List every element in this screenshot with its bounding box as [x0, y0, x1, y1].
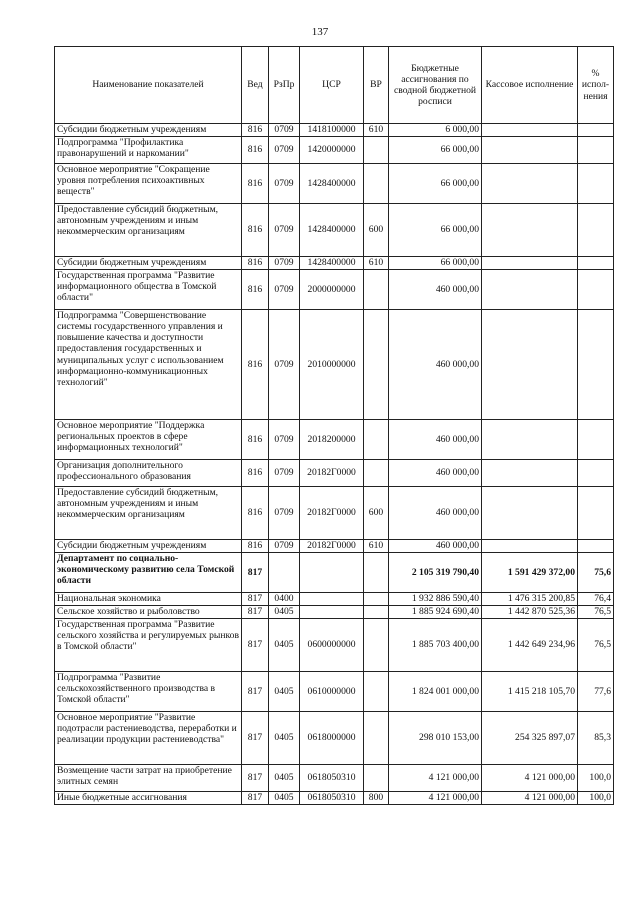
row-name: Организация дополнительного профессионального образования: [55, 460, 242, 487]
row-assignments: 4 121 000,00: [389, 765, 482, 792]
row-name: Государственная программа "Развитие информационного общества в Томской области": [55, 270, 242, 310]
header-rzpr: РзПр: [269, 47, 300, 124]
row-execution: [482, 487, 578, 540]
row-ved: 816: [242, 270, 269, 310]
table-header: [55, 47, 614, 124]
header-csr: ЦСР: [300, 47, 364, 124]
header-assignments: Бюджетные ассигнования по сводной бюджетной росписи: [389, 47, 482, 124]
table-row: [55, 137, 614, 164]
row-percent: [578, 310, 614, 420]
table-row: [55, 460, 614, 487]
table-row: [55, 310, 614, 420]
table-row: [55, 712, 614, 765]
row-assignments: 2 105 319 790,40: [389, 553, 482, 593]
row-vr: [364, 765, 389, 792]
row-name: Основное мероприятие "Сокращение уровня потребления психоактивных веществ": [55, 164, 242, 204]
row-percent: [578, 487, 614, 540]
row-percent: [578, 164, 614, 204]
row-ved: 817: [242, 712, 269, 765]
row-vr: [364, 619, 389, 672]
row-csr: 1428400000: [300, 164, 364, 204]
row-ved: 816: [242, 487, 269, 540]
row-percent: 100,0: [578, 792, 614, 805]
row-rzpr: [269, 553, 300, 593]
row-execution: 1 591 429 372,00: [482, 553, 578, 593]
table-row: [55, 124, 614, 137]
row-assignments: 1 932 886 590,40: [389, 593, 482, 606]
table-row: [55, 672, 614, 712]
row-csr: 0618050310: [300, 765, 364, 792]
row-rzpr: 0709: [269, 204, 300, 257]
row-rzpr: 0405: [269, 606, 300, 619]
row-vr: [364, 712, 389, 765]
row-name: Подпрограмма "Профилактика правонарушений и наркомании": [55, 137, 242, 164]
row-rzpr: 0405: [269, 712, 300, 765]
row-name: Предоставление субсидий бюджетным, автономным учреждениям и иным некоммерческим организациям: [55, 204, 242, 257]
table-row: [55, 540, 614, 553]
row-assignments: 66 000,00: [389, 204, 482, 257]
row-name: Основное мероприятие "Развитие подотрасли растениеводства, переработки и реализации продукции растениеводства": [55, 712, 242, 765]
row-vr: [364, 137, 389, 164]
table-row: [55, 593, 614, 606]
row-execution: 4 121 000,00: [482, 792, 578, 805]
row-percent: [578, 420, 614, 460]
row-name: Национальная экономика: [55, 593, 242, 606]
row-csr: 0610000000: [300, 672, 364, 712]
row-name: Предоставление субсидий бюджетным, автономным учреждениям и иным некоммерческим организациям: [55, 487, 242, 540]
table-row: [55, 257, 614, 270]
row-assignments: 4 121 000,00: [389, 792, 482, 805]
table-row: [55, 270, 614, 310]
row-ved: 816: [242, 124, 269, 137]
page-number: 137: [311, 26, 329, 38]
row-vr: 610: [364, 124, 389, 137]
row-assignments: 66 000,00: [389, 164, 482, 204]
row-execution: [482, 420, 578, 460]
row-ved: 816: [242, 460, 269, 487]
table-row: [55, 553, 614, 593]
row-csr: [300, 593, 364, 606]
row-csr: 1428400000: [300, 204, 364, 257]
row-percent: 75,6: [578, 553, 614, 593]
row-vr: 600: [364, 204, 389, 257]
row-assignments: 66 000,00: [389, 137, 482, 164]
row-percent: 76,4: [578, 593, 614, 606]
row-percent: [578, 257, 614, 270]
row-rzpr: 0709: [269, 164, 300, 204]
row-percent: [578, 204, 614, 257]
row-assignments: 460 000,00: [389, 487, 482, 540]
table-row: [55, 420, 614, 460]
row-vr: 610: [364, 540, 389, 553]
row-rzpr: 0709: [269, 540, 300, 553]
row-assignments: 66 000,00: [389, 257, 482, 270]
header-percent: % испол-нения: [578, 47, 614, 124]
budget-table: [54, 46, 614, 805]
row-csr: 1428400000: [300, 257, 364, 270]
row-vr: 600: [364, 487, 389, 540]
row-rzpr: 0709: [269, 270, 300, 310]
table-row: [55, 204, 614, 257]
row-csr: 0618050310: [300, 792, 364, 805]
table-row: [55, 619, 614, 672]
row-percent: [578, 270, 614, 310]
table-row: [55, 765, 614, 792]
row-ved: 817: [242, 672, 269, 712]
row-ved: 817: [242, 765, 269, 792]
row-name: Государственная программа "Развитие сельского хозяйства и регулируемых рынков в Томской области": [55, 619, 242, 672]
row-ved: 817: [242, 593, 269, 606]
row-rzpr: 0400: [269, 593, 300, 606]
row-assignments: 1 824 001 000,00: [389, 672, 482, 712]
row-assignments: 1 885 703 400,00: [389, 619, 482, 672]
row-execution: [482, 310, 578, 420]
row-execution: [482, 164, 578, 204]
row-ved: 817: [242, 792, 269, 805]
row-assignments: 460 000,00: [389, 540, 482, 553]
row-ved: 816: [242, 164, 269, 204]
row-rzpr: 0405: [269, 619, 300, 672]
row-rzpr: 0709: [269, 124, 300, 137]
row-csr: 2018200000: [300, 420, 364, 460]
row-execution: [482, 137, 578, 164]
row-rzpr: 0709: [269, 257, 300, 270]
row-vr: [364, 672, 389, 712]
row-execution: [482, 460, 578, 487]
row-vr: [364, 606, 389, 619]
row-vr: [364, 553, 389, 593]
row-ved: 817: [242, 619, 269, 672]
row-execution: [482, 257, 578, 270]
row-ved: 817: [242, 606, 269, 619]
row-vr: 610: [364, 257, 389, 270]
row-rzpr: 0709: [269, 460, 300, 487]
header-vr: ВР: [364, 47, 389, 124]
row-assignments: 460 000,00: [389, 270, 482, 310]
row-percent: [578, 460, 614, 487]
row-csr: [300, 606, 364, 619]
row-ved: 816: [242, 257, 269, 270]
header-execution: Кассовое исполнение: [482, 47, 578, 124]
row-vr: [364, 270, 389, 310]
row-name: Сельское хозяйство и рыболовство: [55, 606, 242, 619]
row-percent: [578, 540, 614, 553]
row-percent: 100,0: [578, 765, 614, 792]
row-csr: 2000000000: [300, 270, 364, 310]
row-execution: 4 121 000,00: [482, 765, 578, 792]
row-name: Субсидии бюджетным учреждениям: [55, 540, 242, 553]
row-ved: 816: [242, 204, 269, 257]
row-csr: [300, 553, 364, 593]
row-execution: 1 442 649 234,96: [482, 619, 578, 672]
table-row: [55, 606, 614, 619]
row-csr: 20182Г0000: [300, 460, 364, 487]
row-rzpr: 0709: [269, 310, 300, 420]
row-name: Субсидии бюджетным учреждениям: [55, 257, 242, 270]
row-vr: 800: [364, 792, 389, 805]
row-csr: 20182Г0000: [300, 487, 364, 540]
row-execution: 1 415 218 105,70: [482, 672, 578, 712]
row-assignments: 6 000,00: [389, 124, 482, 137]
row-name: Основное мероприятие "Поддержка региональных проектов в сфере информационных технологий": [55, 420, 242, 460]
row-ved: 816: [242, 420, 269, 460]
row-percent: [578, 124, 614, 137]
row-ved: 816: [242, 310, 269, 420]
row-rzpr: 0405: [269, 672, 300, 712]
header-ved: Вед: [242, 47, 269, 124]
table-row: [55, 792, 614, 805]
row-ved: 816: [242, 137, 269, 164]
row-percent: 76,5: [578, 619, 614, 672]
row-name: Иные бюджетные ассигнования: [55, 792, 242, 805]
table-row: [55, 164, 614, 204]
row-assignments: 460 000,00: [389, 310, 482, 420]
row-name: Возмещение части затрат на приобретение элитных семян: [55, 765, 242, 792]
row-csr: 1418100000: [300, 124, 364, 137]
row-name: Департамент по социально-экономическому развитию села Томской области: [55, 553, 242, 593]
row-vr: [364, 460, 389, 487]
row-execution: 1 442 870 525,36: [482, 606, 578, 619]
table-row: [55, 487, 614, 540]
row-percent: 85,3: [578, 712, 614, 765]
row-vr: [364, 593, 389, 606]
row-name: Подпрограмма "Развитие сельскохозяйственного производства в Томской области": [55, 672, 242, 712]
row-rzpr: 0709: [269, 137, 300, 164]
row-name: Субсидии бюджетным учреждениям: [55, 124, 242, 137]
row-csr: 0600000000: [300, 619, 364, 672]
row-execution: 254 325 897,07: [482, 712, 578, 765]
row-assignments: 298 010 153,00: [389, 712, 482, 765]
row-execution: [482, 124, 578, 137]
row-csr: 2010000000: [300, 310, 364, 420]
row-csr: 1420000000: [300, 137, 364, 164]
row-rzpr: 0405: [269, 792, 300, 805]
row-execution: [482, 270, 578, 310]
row-rzpr: 0709: [269, 420, 300, 460]
row-rzpr: 0405: [269, 765, 300, 792]
header-name: Наименование показателей: [55, 47, 242, 124]
row-vr: [364, 310, 389, 420]
row-assignments: 460 000,00: [389, 420, 482, 460]
row-ved: 816: [242, 540, 269, 553]
row-percent: 76,5: [578, 606, 614, 619]
row-execution: [482, 204, 578, 257]
row-percent: 77,6: [578, 672, 614, 712]
row-ved: 817: [242, 553, 269, 593]
row-percent: [578, 137, 614, 164]
row-assignments: 460 000,00: [389, 460, 482, 487]
row-csr: 0618000000: [300, 712, 364, 765]
row-vr: [364, 420, 389, 460]
row-execution: [482, 540, 578, 553]
row-rzpr: 0709: [269, 487, 300, 540]
row-execution: 1 476 315 200,85: [482, 593, 578, 606]
row-vr: [364, 164, 389, 204]
row-assignments: 1 885 924 690,40: [389, 606, 482, 619]
row-csr: 20182Г0000: [300, 540, 364, 553]
row-name: Подпрограмма "Совершенствование системы государственного управления и повышение качества и доступности предоставления государственных и муниципальных услуг с использованием информационно-коммуникационных технологий": [55, 310, 242, 420]
